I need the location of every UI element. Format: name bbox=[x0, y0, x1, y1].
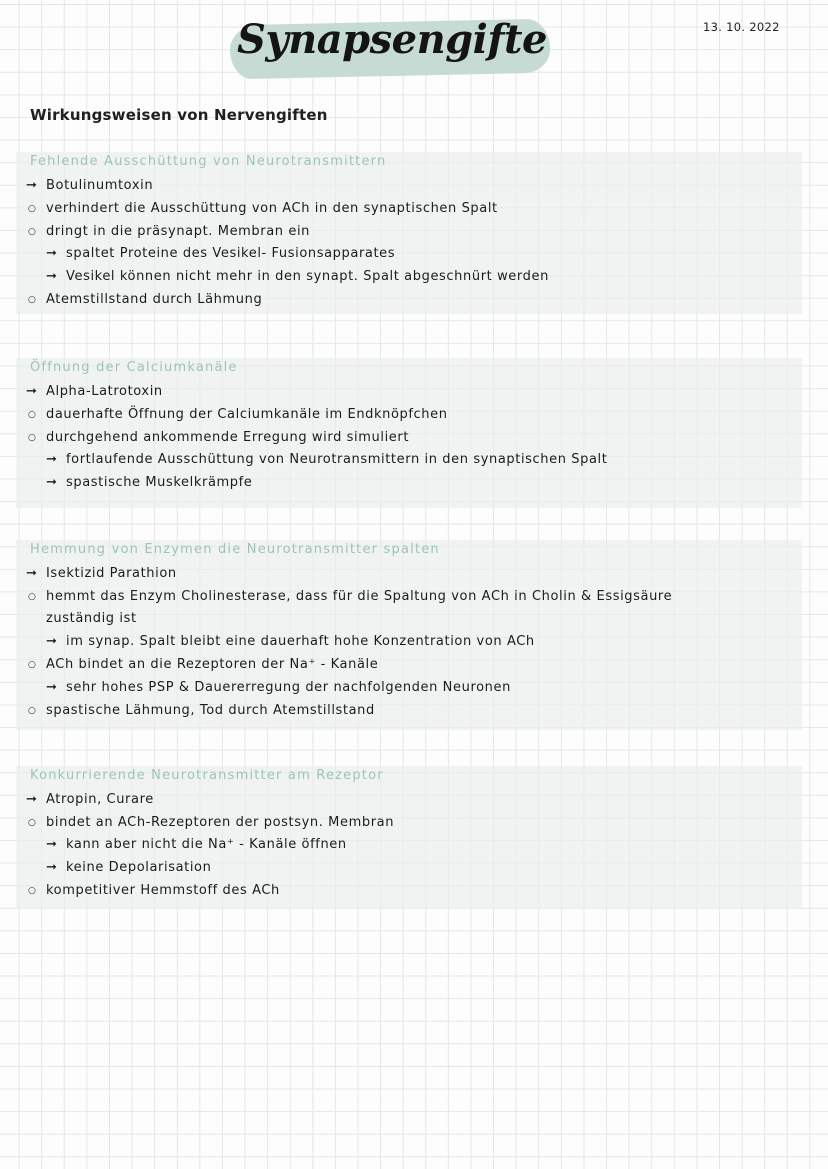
arrow-icon: ➞ bbox=[26, 384, 38, 399]
bullet-icon: ○ bbox=[28, 592, 37, 602]
list-item: ○ durchgehend ankommende Erregung wird simuliert bbox=[28, 430, 410, 445]
list-item: ➞ Isektizid Parathion bbox=[26, 566, 177, 581]
list-item: ➞ Alpha-Latrotoxin bbox=[26, 384, 163, 399]
bullet-icon: ○ bbox=[28, 227, 37, 237]
arrow-icon: ➞ bbox=[46, 475, 58, 490]
list-item: ➞ im synap. Spalt bleibt eine dauerhaft hohe Konzentration von ACh bbox=[46, 634, 535, 649]
list-item: ○ bindet an ACh-Rezeptoren der postsyn. Membran bbox=[28, 815, 395, 830]
section-oeffnung-calciumkanaele bbox=[16, 358, 802, 508]
arrow-icon: ➞ bbox=[46, 680, 58, 695]
section-title: Öffnung der Calciumkanäle bbox=[30, 360, 238, 375]
list-item: ➞ kann aber nicht die Na⁺ - Kanäle öffnen bbox=[46, 837, 347, 852]
bullet-icon: ○ bbox=[28, 204, 37, 214]
list-item: ○ spastische Lähmung, Tod durch Atemstillstand bbox=[28, 703, 375, 718]
arrow-icon: ➞ bbox=[46, 837, 58, 852]
page-title: Synapsengifte bbox=[237, 16, 547, 63]
bullet-icon: ○ bbox=[28, 295, 37, 305]
list-item: ➞ sehr hohes PSP & Dauererregung der nachfolgenden Neuronen bbox=[46, 680, 511, 695]
date: 13. 10. 2022 bbox=[703, 20, 780, 34]
section-hemmung-enzymen bbox=[16, 540, 802, 730]
arrow-icon: ➞ bbox=[46, 246, 58, 261]
arrow-icon: ➞ bbox=[26, 178, 38, 193]
arrow-icon: ➞ bbox=[46, 269, 58, 284]
bullet-icon: ○ bbox=[28, 818, 37, 828]
arrow-icon: ➞ bbox=[26, 566, 38, 581]
list-item: ○ dringt in die präsynapt. Membran ein bbox=[28, 224, 311, 239]
section-title: Fehlende Ausschüttung von Neurotransmittern bbox=[30, 154, 387, 169]
arrow-icon: ➞ bbox=[46, 860, 58, 875]
list-item: ➞ Botulinumtoxin bbox=[26, 178, 154, 193]
list-item: ➞ Vesikel können nicht mehr in den synapt. Spalt abgeschnürt werden bbox=[46, 269, 549, 284]
section-konkurrierende-neurotransmitter bbox=[16, 766, 802, 908]
list-item: ➞ keine Depolarisation bbox=[46, 860, 212, 875]
section-title: Konkurrierende Neurotransmitter am Rezeptor bbox=[30, 768, 384, 783]
list-item: ○ kompetitiver Hemmstoff des ACh bbox=[28, 883, 280, 898]
list-item: ○ dauerhafte Öffnung der Calciumkanäle im Endknöpfchen bbox=[28, 407, 448, 422]
bullet-icon: ○ bbox=[28, 706, 37, 716]
bullet-icon: ○ bbox=[28, 433, 37, 443]
list-item: ➞ fortlaufende Ausschüttung von Neurotransmittern in den synaptischen Spalt bbox=[46, 452, 608, 467]
bullet-icon: ○ bbox=[28, 660, 37, 670]
list-item: ○ hemmt das Enzym Cholinesterase, dass für die Spaltung von ACh in Cholin & Essigsäure bbox=[28, 589, 673, 604]
list-item: ○ ACh bindet an die Rezeptoren der Na⁺ - Kanäle bbox=[28, 657, 379, 672]
bullet-icon: ○ bbox=[28, 886, 37, 896]
list-item: ○ verhindert die Ausschüttung von ACh in den synaptischen Spalt bbox=[28, 201, 498, 216]
list-item: ➞ Atropin, Curare bbox=[26, 792, 154, 807]
section-fehlende-ausschuettung bbox=[16, 152, 802, 314]
section-title: Hemmung von Enzymen die Neurotransmitter spalten bbox=[30, 542, 440, 557]
title-banner bbox=[222, 14, 562, 84]
bullet-icon: ○ bbox=[28, 410, 37, 420]
list-item-continuation: zuständig ist bbox=[46, 611, 137, 626]
list-item: ➞ spastische Muskelkrämpfe bbox=[46, 475, 253, 490]
arrow-icon: ➞ bbox=[26, 792, 38, 807]
arrow-icon: ➞ bbox=[46, 634, 58, 649]
list-item: ➞ spaltet Proteine des Vesikel- Fusionsapparates bbox=[46, 246, 396, 261]
main-heading: Wirkungsweisen von Nervengiften bbox=[30, 106, 328, 124]
list-item: ○ Atemstillstand durch Lähmung bbox=[28, 292, 263, 307]
arrow-icon: ➞ bbox=[46, 452, 58, 467]
